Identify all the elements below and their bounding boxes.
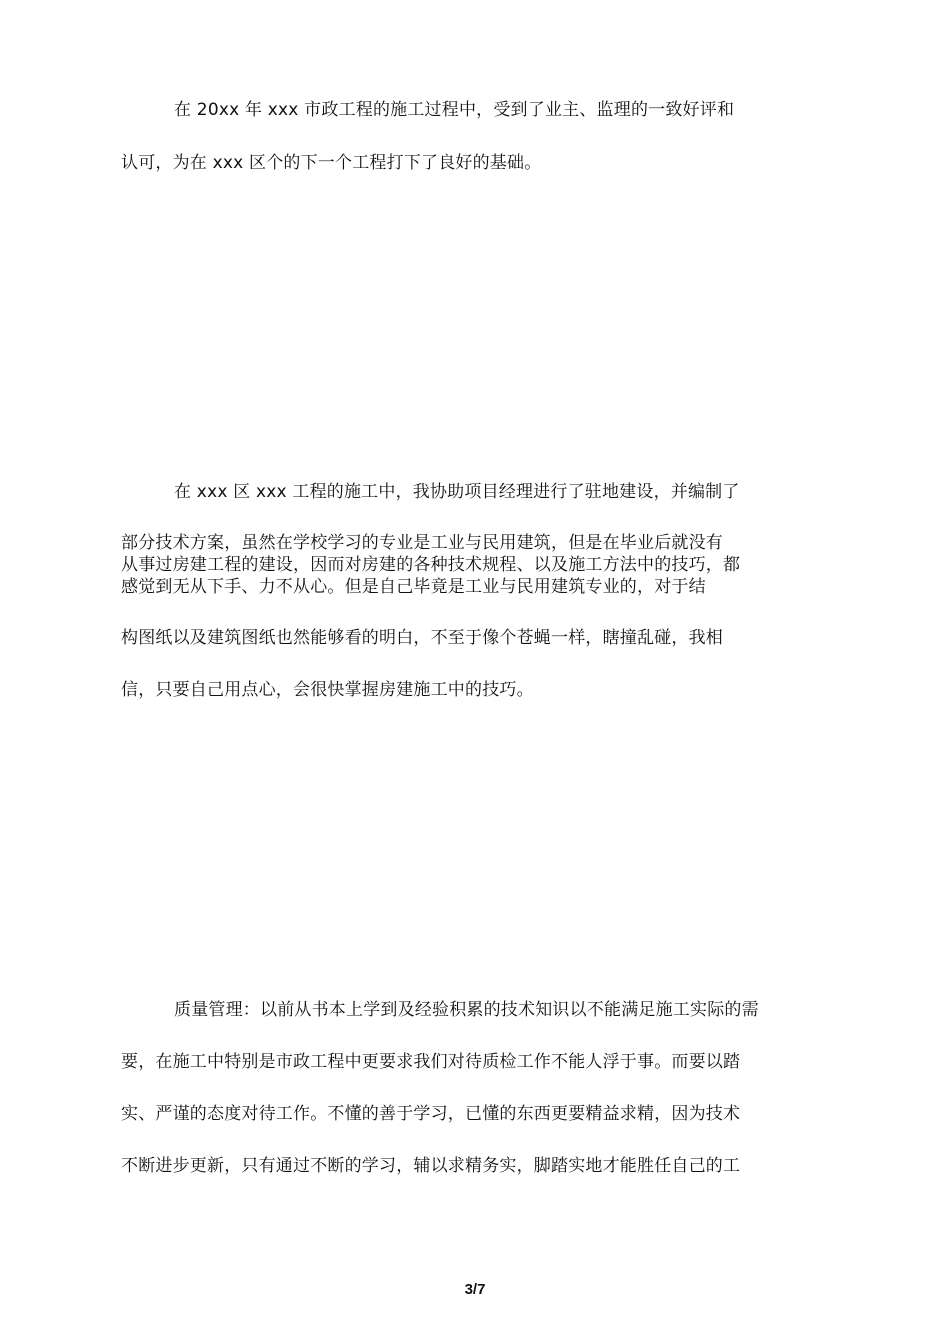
paragraph-line: 要，在施工中特别是市政工程中更要求我们对待质检工作不能人浮于事。而要以踏 (121, 1052, 741, 1072)
paragraph-line: 在 xxx 区 xxx 工程的施工中，我协助项目经理进行了驻地建设，并编制了 (174, 482, 740, 502)
paragraph-line: 部分技术方案，虽然在学校学习的专业是工业与民用建筑，但是在毕业后就没有 (121, 533, 723, 553)
paragraph-line: 实、严谨的态度对待工作。不懂的善于学习，已懂的东西更要精益求精，因为技术 (121, 1104, 741, 1124)
paragraph-line: 不断进步更新，只有通过不断的学习，辅以求精务实，脚踏实地才能胜任自己的工 (121, 1156, 741, 1176)
paragraph-line: 从事过房建工程的建设，因而对房建的各种技术规程、以及施工方法中的技巧，都 (121, 555, 741, 575)
paragraph-line: 信，只要自己用点心，会很快掌握房建施工中的技巧。 (121, 680, 534, 700)
page-number: 3/7 (464, 1281, 486, 1298)
paragraph-line: 认可，为在 xxx 区个的下一个工程打下了良好的基础。 (121, 153, 542, 173)
paragraph-line: 质量管理：以前从书本上学到及经验积累的技术知识以不能满足施工实际的需 (174, 1000, 759, 1020)
paragraph-line: 构图纸以及建筑图纸也然能够看的明白，不至于像个苍蝇一样，瞎撞乱碰，我相 (121, 628, 723, 648)
paragraph-line: 感觉到无从下手、力不从心。但是自己毕竟是工业与民用建筑专业的，对于结 (121, 577, 706, 597)
paragraph-line: 在 20xx 年 xxx 市政工程的施工过程中，受到了业主、监理的一致好评和 (174, 100, 735, 120)
